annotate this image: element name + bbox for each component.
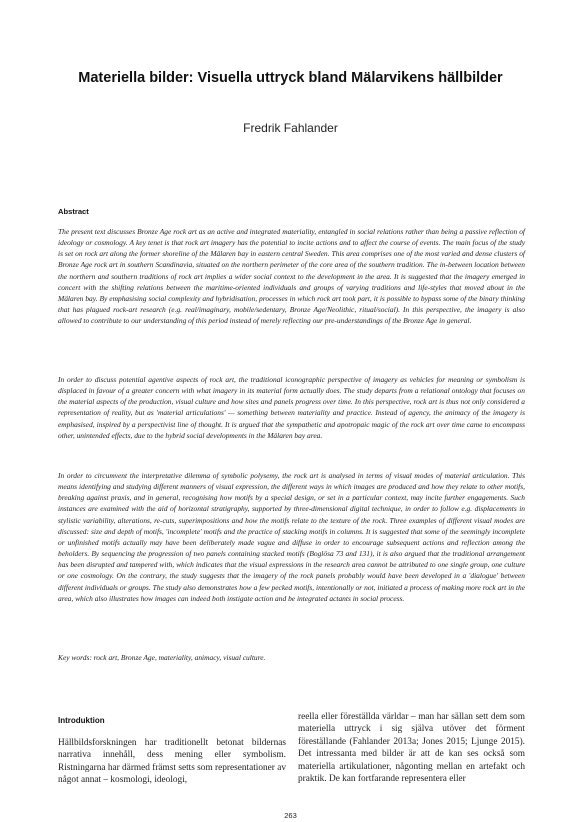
paper-title: Materiella bilder: Visuella uttryck bland Mälarvikens hällbilder [78,70,503,86]
author-name: Fredrik Fahlander [243,121,338,135]
keywords: Key words: rock art, Bronze Age, materiality, animacy, visual culture. [58,653,266,662]
introduction-heading: Introduktion [58,716,105,725]
abstract-paragraph-2: In order to discuss potential agentive aspects of rock art, the traditional iconographic perspective of imagery as vehicles for meaning or symbolism is displaced in favour of a greater concern with what imagery in its material form actually does. The study departs from a relational ontology that focuses on the material aspects of the production, visual culture and how sites and panels progress over time. In this perspective, rock art is thus not only considered a representation of reality, but as 'material articulations' — something between materiality and practice. Instead of agency, the animacy of the imagery is emphasised, inspired by a perspectivist line of thought. It is argued that the sympathetic and apotropaic magic of the rock art over time came to encompass other, unintended effects, due to the hybrid social developments in the Mälaren bay area. [58,375,525,440]
intro-left-column: Hällbildsforskningen har traditionellt betonat bildernas narrativa innehåll, dess mening eller symbolism. Ristningarna har därmed främst setts som representationer av något annat – kosmologi, ideologi, [58,738,286,786]
abstract-heading: Abstract [58,207,89,216]
intro-right-column: reella eller föreställda världar – man har sällan sett dem som materiella uttryck i sig själva utöver det förment föreställande (Fahlander 2013a; Jones 2015; Ljunge 2015). Det intressanta med bilder är att de kan ses också som materiella artikulationer, någonting mellan en artefakt och praktik. De kan fortfarande representera eller [298,712,525,785]
page-number: 263 [284,811,297,820]
abstract-paragraph-3: In order to circumvent the interpretative dilemma of symbolic polysemy, the rock art is analysed in terms of visual modes of material articulation. This means identifying and studying different manners of visual expression, the different ways in which images are produced and how they relate to other motifs, breaking against praxis, and in general, recognising how motifs by a special design, or set in a particular context, may incite further engagements. Such instances are examined with the aid of horizontal stratigraphy, supported by three-dimensional digital technique, in order to follow e.g. displacements in stylistic variability, alterations, re-cuts, superimpositions and how the motifs relate to the texture of the rock. Three examples of different visual modes are discussed: size and depth of motifs, 'incomplete' motifs and the practice of stacking motifs in columns. It is suggested that some of the seemingly incomplete or unfinished motifs actually may have been deliberately made vague and diffuse in order to encourage subsequent actions and reflection among the beholders. By sequencing the progression of two panels containing stacked motifs (Boglösa 73 and 131), it is also argued that the traditional arrangement has been disrupted and tampered with, which indicates that the visual expressions in the research area cannot be attributed to one single group, one culture or one cosmology. On the contrary, the study suggests that the imagery of the rock panels probably would have been developed in a 'dialogue' between different individuals or groups. The study also demonstrates how a few pecked motifs, intentionally or not, initiated a process of making more rock art in the area, which also illustrates how images can indeed both instigate action and be integrated actants in social process. [58,471,525,603]
abstract-paragraph-1: The present text discusses Bronze Age rock art as an active and integrated materiality, entangled in social relations rather than being a passive reflection of ideology or cosmology. A key tenet is that rock art imagery has the potential to incite actions and to affect the course of events. The main focus of the study is set on rock art along the former shoreline of the Mälaren bay in eastern central Sweden. This area comprises one of the most varied and dense clusters of Bronze Age rock art in southern Scandinavia, situated on the northern perimeter of the core area of the southern tradition. The in-between location between the northern and southern traditions of rock art implies a wider social context to the development in the area. It is suggested that the imagery emerged in concert with the shifting relations between the maritime-oriented individuals and groups of varying traditions and life-styles that moved about in the Mälaren bay. By emphasising social complexity and hybridisation, processes in which rock art took part, it is possible to bypass some of the binary thinking that has plagued rock-art research (e.g. real/imaginary, mobile/sedentary, Bronze Age/Neolithic, ritual/social). In this perspective, the imagery is also allowed to contribute to our understanding of this period instead of merely reflecting our pre-understandings of the Bronze Age in general. [58,227,525,326]
